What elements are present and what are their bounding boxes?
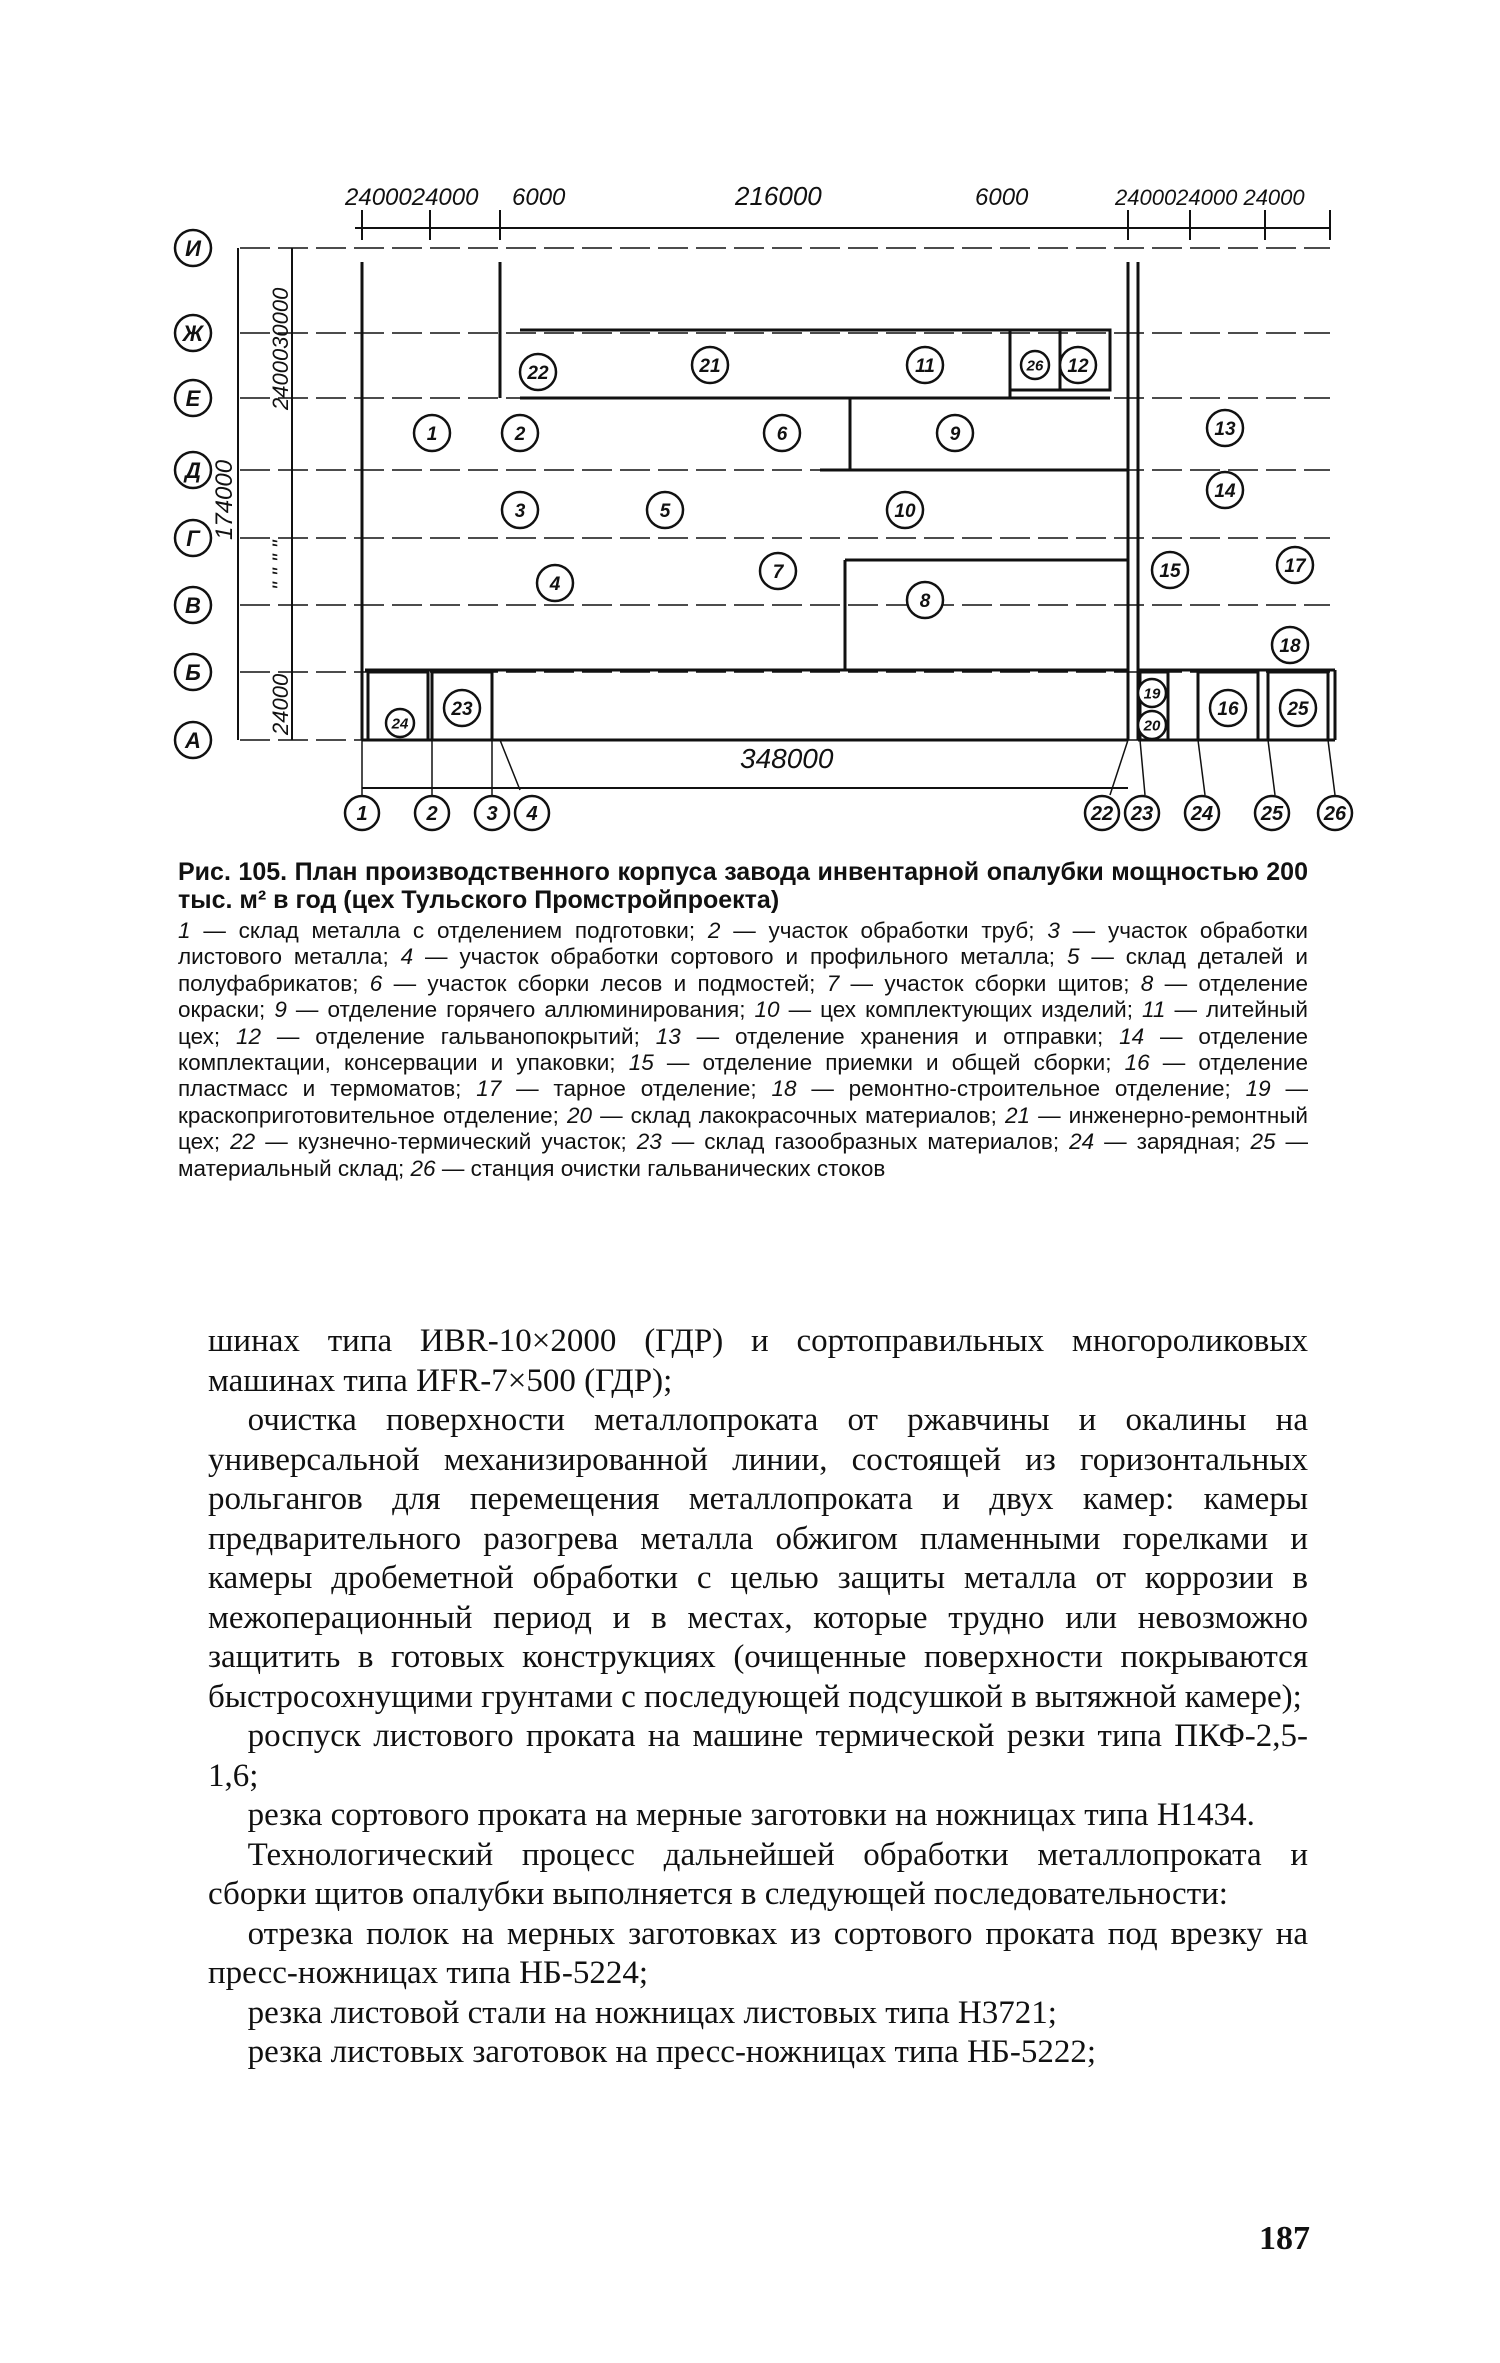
paragraph-2: очистка поверхности металлопроката от ржавчины и окалины на универсальной механизированной линии, состоящей из горизонтальных рольгангов для перемещения металлопроката и двух камер: камеры предварительного разогрева металла обжигом пламенными горелками и камеры дробеметной обработки с целью защиты металла от коррозии в межоперационный период и в местах, которые трудно или невозможно защитить в готовых конструкциях (очищенные поверхности покрываются быстросохнущими грунтами с последующей подсушкой в вытяжной камере);: [208, 1402, 1308, 1715]
zone-marker: 3: [514, 500, 526, 522]
legend-text: — отделение горячего аллюминирования;: [286, 997, 755, 1023]
dim-left-total: 174000: [211, 459, 238, 540]
column-label: 1: [356, 803, 368, 826]
legend-text: — отделение гальванопокрытий;: [261, 1023, 656, 1049]
zone-marker: 19: [1143, 685, 1161, 703]
legend-number: 22: [230, 1129, 256, 1155]
zone-marker: 11: [915, 355, 935, 377]
legend-number: 18: [771, 1076, 797, 1102]
legend-text: — отделение окраски;: [178, 970, 1309, 1023]
zone-marker: 24: [391, 715, 409, 733]
column-label: 25: [1260, 803, 1284, 826]
zone-marker: 10: [894, 500, 916, 522]
zone-marker: 6: [776, 423, 788, 445]
figure-legend: [178, 918, 1308, 1182]
legend-number: 25: [1250, 1129, 1276, 1155]
legend-number: 23: [636, 1129, 662, 1155]
factory-floor-plan: [0, 0, 1500, 850]
zone-marker: 15: [1159, 560, 1181, 582]
legend-number: 7: [826, 970, 840, 996]
row-label: Б: [185, 659, 201, 685]
body-text: [208, 1322, 1308, 2073]
zone-marker: 20: [1143, 717, 1161, 735]
zone-marker: 25: [1287, 698, 1309, 720]
zone-marker: 9: [949, 423, 961, 445]
legend-number: 20: [566, 1102, 592, 1128]
paragraph-7: резка листовой стали на ножницах листовых типа Н3721;: [247, 1994, 1057, 2031]
legend-text: — краскоприготовительное отделение;: [178, 1076, 1308, 1128]
paragraph-3: роспуск листового проката на машине термической резки типа ПКФ-2,5-1,6;: [208, 1718, 1308, 1794]
zone-marker: 7: [772, 561, 784, 583]
zone-marker: 17: [1284, 555, 1306, 577]
legend-text: — склад деталей и полуфабрикатов;: [178, 944, 1308, 996]
legend-number: 17: [476, 1076, 502, 1102]
zone-marker: 13: [1214, 418, 1236, 440]
row-label: Д: [185, 457, 201, 483]
figure-caption: Рис. 105. План производственного корпуса завода инвентарной опалубки мощностью 200 тыс. м² в год (цех Тульского Промстройпроекта): [178, 858, 1308, 914]
legend-text: — участок обработки сортового и профильного металла;: [413, 944, 1067, 970]
column-label: 26: [1323, 803, 1347, 826]
row-label: Е: [185, 385, 201, 411]
legend-text: — ремонтно-строительное отделение;: [796, 1076, 1246, 1102]
zone-marker: 2: [514, 423, 526, 445]
legend-number: 9: [274, 997, 287, 1023]
legend-number: 26: [410, 1155, 436, 1181]
legend-text: — зарядная;: [1094, 1129, 1251, 1155]
legend-text: — участок сборки щитов;: [839, 970, 1141, 996]
legend-text: — склад лакокрасочных материалов;: [592, 1102, 1005, 1128]
legend-number: 6: [369, 970, 383, 996]
row-label: И: [185, 235, 201, 261]
legend-number: 14: [1119, 1023, 1145, 1049]
row-label: Ж: [182, 320, 204, 346]
legend-text: — материальный склад;: [178, 1129, 1309, 1181]
legend-text: — склад газообразных материалов;: [661, 1129, 1070, 1155]
legend-number: 12: [236, 1023, 262, 1049]
page-number: 187: [1259, 2220, 1310, 2257]
legend-number: 8: [1140, 970, 1154, 996]
column-label: 23: [1130, 803, 1154, 826]
legend-text: — цех комплектующих изделий;: [779, 997, 1143, 1023]
column-label: 3: [486, 803, 498, 826]
paragraph-6: отрезка полок на мерных заготовках из сортового проката под врезку на пресс-ножницах типа НБ-5224;: [208, 1915, 1308, 1991]
legend-text: — кузнечно-термический участок;: [255, 1129, 637, 1155]
legend-text: — литейный цех;: [178, 997, 1308, 1049]
legend-text: — отделение комплектации, консервации и упаковки;: [178, 1023, 1309, 1076]
zone-marker: 14: [1214, 480, 1236, 502]
dim-top-6000-left: 6000: [512, 184, 566, 211]
legend-text: — склад металла с отделением подготовки;: [190, 918, 708, 943]
paragraph-4: резка сортового проката на мерные заготовки на ножницах типа Н1434.: [247, 1797, 1255, 1833]
legend-text: — участок обработки листового металла;: [178, 918, 1308, 970]
legend-text: — отделение приемки и общей сборки;: [653, 1050, 1125, 1076]
legend-number: 11: [1142, 997, 1166, 1023]
dim-top-right: 2400024000 24000: [1115, 185, 1305, 210]
zone-marker: 22: [527, 362, 549, 384]
legend-number: 4: [400, 944, 414, 970]
legend-text: — участок сборки лесов и подмостей;: [382, 970, 827, 996]
legend-text: — отделение хранения и отправки;: [680, 1023, 1120, 1049]
zone-marker: 18: [1279, 635, 1301, 657]
legend-text: — участок обработки труб;: [720, 918, 1048, 943]
legend-number: 21: [1004, 1102, 1030, 1128]
zone-marker: 1: [426, 423, 438, 445]
legend-number: 16: [1124, 1050, 1150, 1076]
paragraph-5: Технологический процесс дальнейшей обработки металлопроката и сборки щитов опалубки выполняется в следующей последовательности:: [208, 1836, 1308, 1912]
row-label: В: [185, 592, 201, 618]
column-label: 24: [1190, 803, 1214, 826]
legend-text: — тарное отделение;: [501, 1076, 772, 1102]
legend-number: 1: [178, 918, 191, 943]
zone-marker: 8: [919, 590, 931, 612]
zone-marker: 4: [549, 573, 561, 595]
legend-number: 24: [1069, 1129, 1095, 1155]
dim-top-left: 2400024000: [345, 184, 479, 211]
dim-top-6000-right: 6000: [975, 184, 1029, 211]
zone-marker: 12: [1067, 355, 1089, 377]
dim-left-upper: 2400030000: [268, 287, 293, 410]
legend-number: 2: [707, 918, 721, 943]
paragraph-1: шинах типа ИВR-10×2000 (ГДР) и сортоправильных многороликовых машинах типа ИFR-7×500 (ГДР);: [208, 1323, 1308, 1399]
legend-number: 10: [754, 997, 780, 1023]
zone-marker: 16: [1217, 698, 1239, 720]
dim-bottom-total: 348000: [740, 743, 834, 774]
row-label: А: [185, 727, 201, 753]
legend-text: — станция очистки гальванических стоков: [435, 1155, 886, 1181]
zone-marker: 23: [451, 698, 473, 720]
legend-number: 15: [628, 1050, 654, 1076]
dim-top-main: 216000: [735, 181, 822, 211]
paragraph-8: резка листовых заготовок на пресс-ножницах типа НБ-5222;: [247, 2034, 1097, 2070]
dim-left-lower: 24000: [268, 673, 293, 735]
legend-text: — инженерно-ремонтный цех;: [178, 1102, 1308, 1155]
column-label: 22: [1090, 803, 1114, 826]
legend-text: — отделение пластмасс и термоматов;: [178, 1050, 1309, 1102]
legend-number: 3: [1047, 918, 1060, 943]
row-label: Г: [186, 525, 200, 551]
legend-number: 13: [655, 1023, 681, 1049]
zone-marker: 21: [699, 355, 721, 377]
zone-marker: 26: [1026, 357, 1044, 375]
column-label: 4: [526, 803, 538, 826]
legend-number: 5: [1066, 944, 1080, 970]
dim-left-mid: " " " ": [268, 540, 293, 590]
zone-marker: 5: [659, 500, 671, 522]
column-label: 2: [426, 803, 438, 826]
legend-number: 19: [1245, 1076, 1271, 1102]
